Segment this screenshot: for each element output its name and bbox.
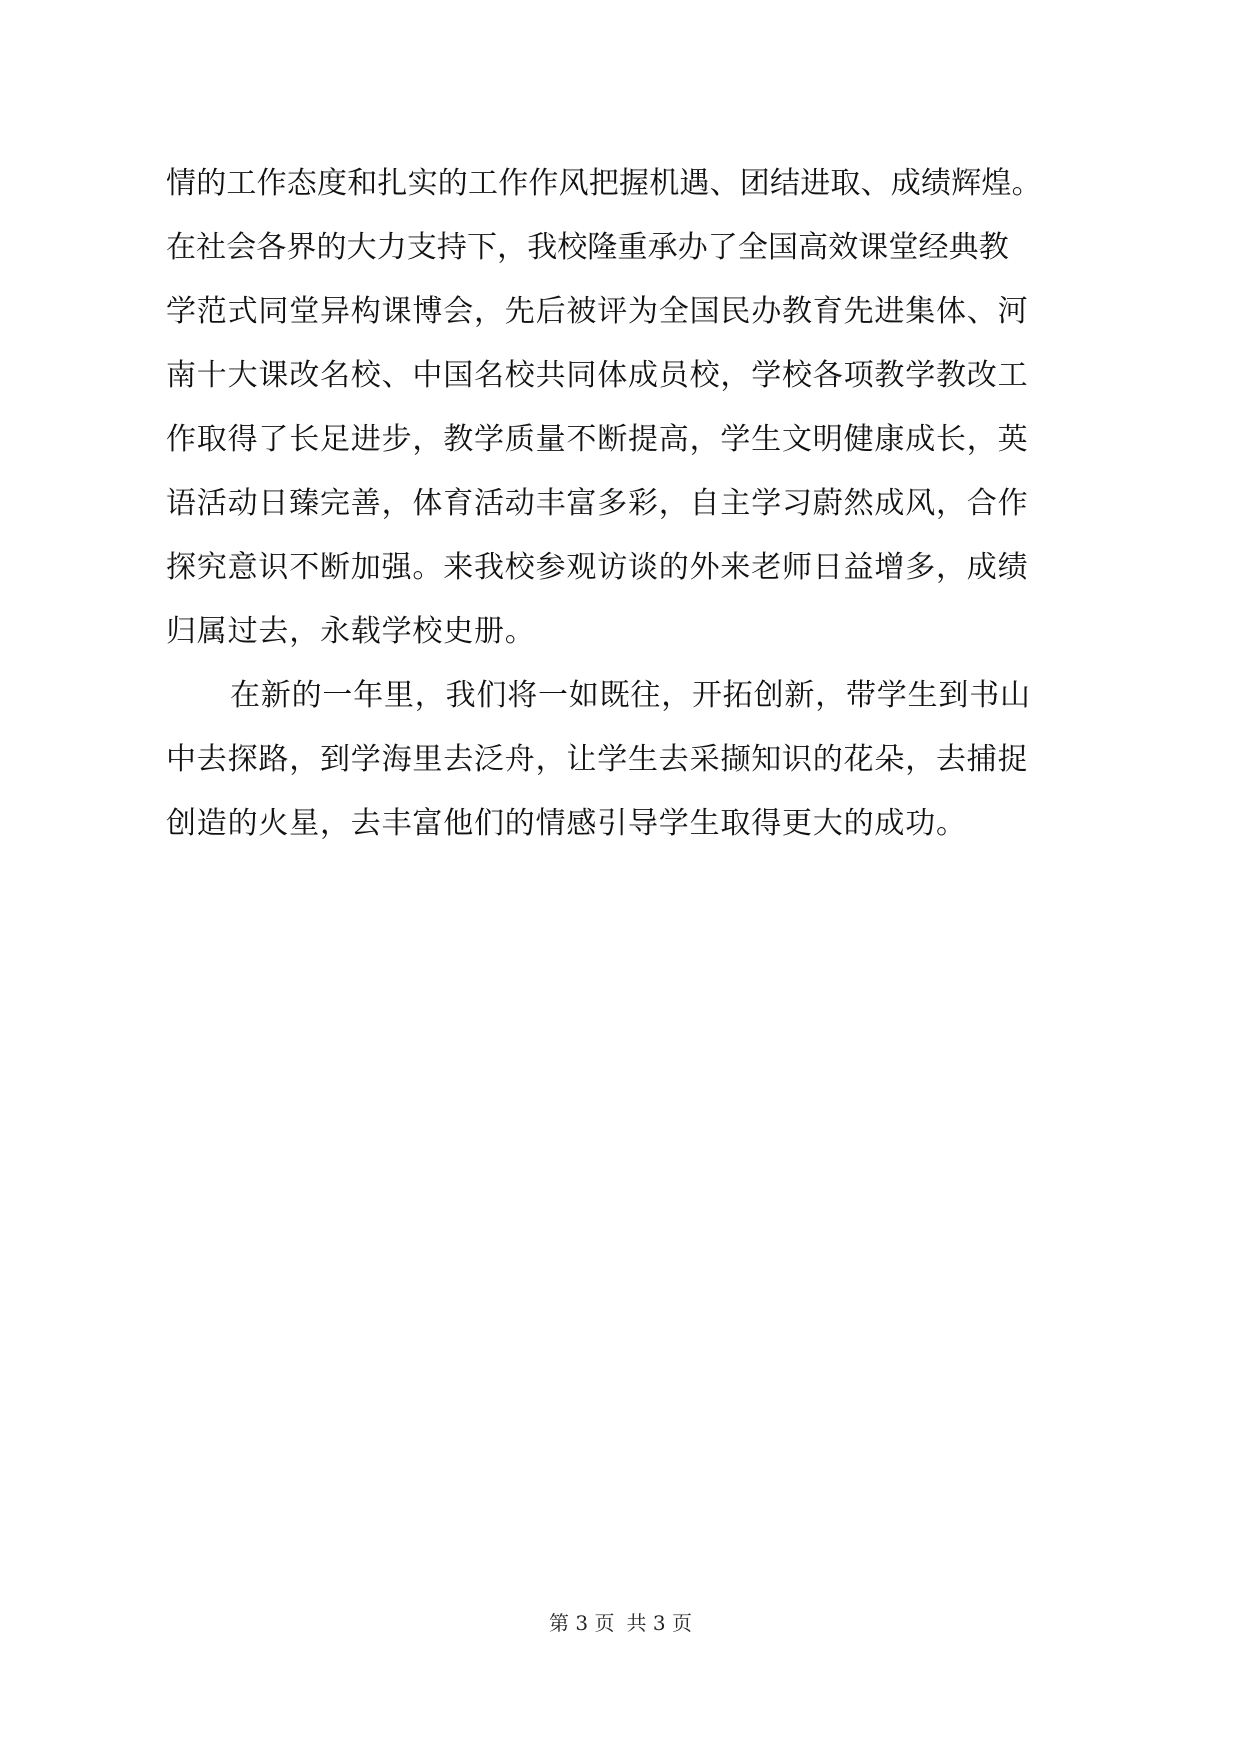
text-line: 创造的火星，去丰富他们的情感引导学生取得更大的成功。 [166, 806, 967, 841]
page-number-current: 第 3 页 [549, 1611, 615, 1635]
body-text [166, 152, 1078, 856]
page-number-total: 共 3 页 [626, 1611, 692, 1635]
text-line: 在新的一年里，我们将一如既往，开拓创新，带学生到书山 [230, 678, 1031, 713]
text-line: 在社会各界的大力支持下，我校隆重承办了全国高效课堂经典教 [166, 230, 1009, 265]
text-line: 南十大课改名校、中国名校共同体成员校，学校各项教学教改工 [166, 358, 1029, 393]
text-line: 探究意识不断加强。来我校参观访谈的外来老师日益增多，成绩 [166, 550, 1029, 585]
text-line: 语活动日臻完善，体育活动丰富多彩，自主学习蔚然成风，合作 [166, 486, 1029, 521]
text-line: 情的工作态度和扎实的工作作风把握机遇、团结进取、成绩辉煌。 [166, 166, 1042, 201]
text-line: 中去探路，到学海里去泛舟，让学生去采撷知识的花朵，去捕捉 [166, 742, 1029, 777]
page-footer [0, 1607, 1241, 1639]
paragraph-2 [166, 664, 1078, 856]
paragraph-1 [166, 152, 1078, 664]
text-line: 学范式同堂异构课博会，先后被评为全国民办教育先进集体、河 [166, 294, 1029, 329]
text-line: 归属过去，永载学校史册。 [166, 614, 536, 649]
text-line: 作取得了长足进步，教学质量不断提高，学生文明健康成长，英 [166, 422, 1029, 457]
